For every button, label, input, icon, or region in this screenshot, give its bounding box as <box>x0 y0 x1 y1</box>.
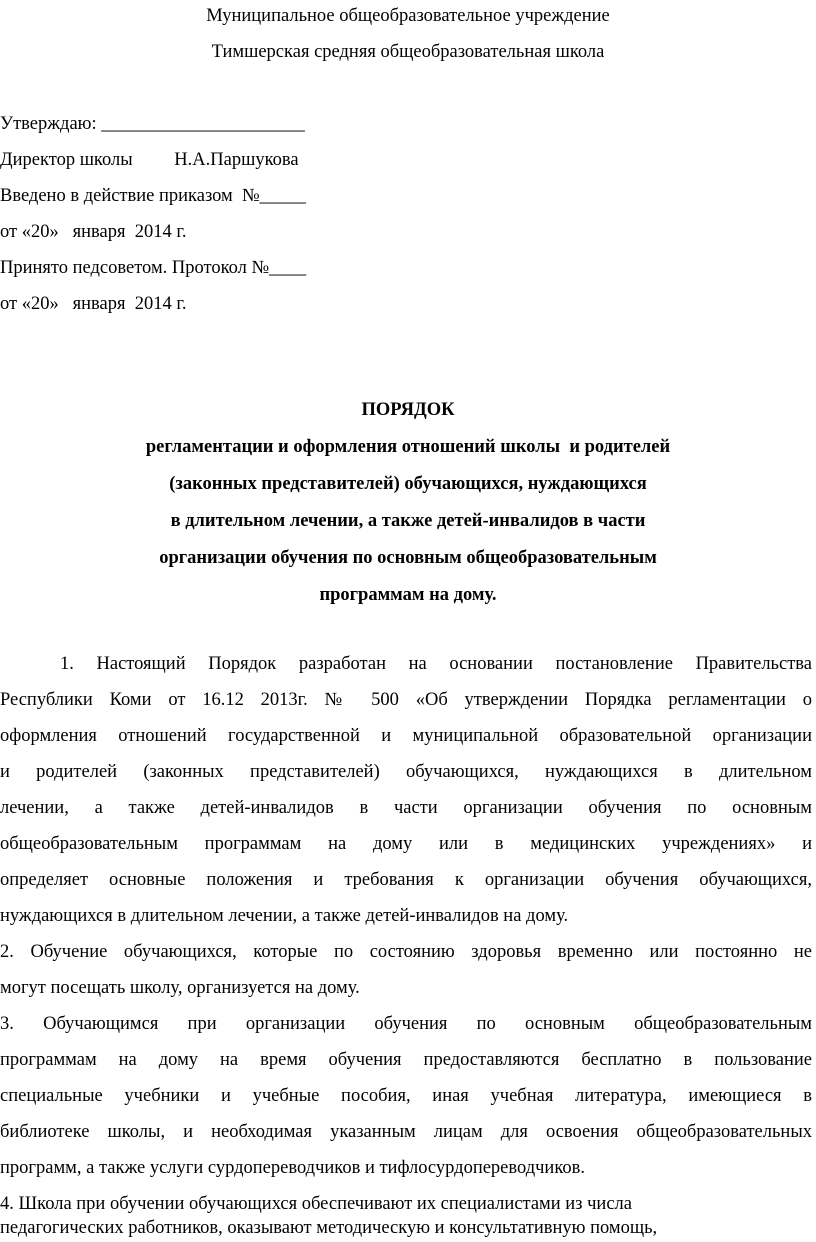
paragraph-3-line: библиотеке школы, и необходимая указанным лицам для освоения общеобразовательных <box>0 1122 812 1142</box>
title-line-1: регламентации и оформления отношений школы и родителей <box>145 437 671 457</box>
title-line-3: в длительном лечении, а также детей-инвалидов в части <box>170 511 646 531</box>
enacted-date: от «20» января 2014 г. <box>0 222 187 242</box>
document-heading: ПОРЯДОК <box>361 400 455 420</box>
paragraph-3-line: специальные учебники и учебные пособия, иная учебная литература, имеющиеся в <box>0 1086 812 1106</box>
paragraph-1-line: общеобразовательным программам на дому или в медицинских учреждениях» и <box>0 834 812 854</box>
title-line-2: (законных представителей) обучающихся, нуждающихся <box>169 474 647 494</box>
paragraph-2-line: могут посещать школу, организуется на дому. <box>0 978 360 998</box>
paragraph-1-line: нуждающихся в длительном лечении, а также детей-инвалидов на дому. <box>0 906 569 926</box>
paragraph-2-line: 2. Обучение обучающихся, которые по состоянию здоровья временно или постоянно не <box>0 942 812 962</box>
director-line: Директор школы Н.А.Паршукова <box>0 150 299 170</box>
enacted-line: Введено в действие приказом №_____ <box>0 186 306 206</box>
paragraph-4-line: 4. Школа при обучении обучающихся обеспечивают их специалистами из числа <box>0 1194 632 1214</box>
paragraph-1-line: 1. Настоящий Порядок разработан на основании постановление Правительства <box>60 654 812 674</box>
header-institution: Муниципальное общеобразовательное учреждение <box>206 6 610 26</box>
paragraph-1-line: Республики Коми от 16.12 2013г. № 500 «Об утверждении Порядка регламентации о <box>0 690 812 710</box>
paragraph-3-line: 3. Обучающимся при организации обучения по основным общеобразовательным <box>0 1014 812 1034</box>
paragraph-4-line: педагогических работников, оказывают методическую и консультативную помощь, <box>0 1218 658 1238</box>
approval-line: Утверждаю: ______________________ <box>0 114 305 134</box>
title-line-5: программам на дому. <box>319 585 497 605</box>
adopted-line: Принято педсоветом. Протокол №____ <box>0 258 307 278</box>
title-line-4: организации обучения по основным общеобразовательным <box>159 548 657 568</box>
paragraph-1-line: определяет основные положения и требования к организации обучения обучающихся, <box>0 870 812 890</box>
paragraph-3-line: программам на дому на время обучения предоставляются бесплатно в пользование <box>0 1050 812 1070</box>
paragraph-1-line: и родителей (законных представителей) обучающихся, нуждающихся в длительном <box>0 762 812 782</box>
paragraph-3-line: программ, а также услуги сурдопереводчиков и тифлосурдопереводчиков. <box>0 1158 585 1178</box>
adopted-date: от «20» января 2014 г. <box>0 294 187 314</box>
paragraph-1-line: оформления отношений государственной и муниципальной образовательной организации <box>0 726 812 746</box>
paragraph-1-line: лечении, а также детей-инвалидов в части организации обучения по основным <box>0 798 812 818</box>
header-school: Тимшерская средняя общеобразовательная школа <box>211 42 605 62</box>
